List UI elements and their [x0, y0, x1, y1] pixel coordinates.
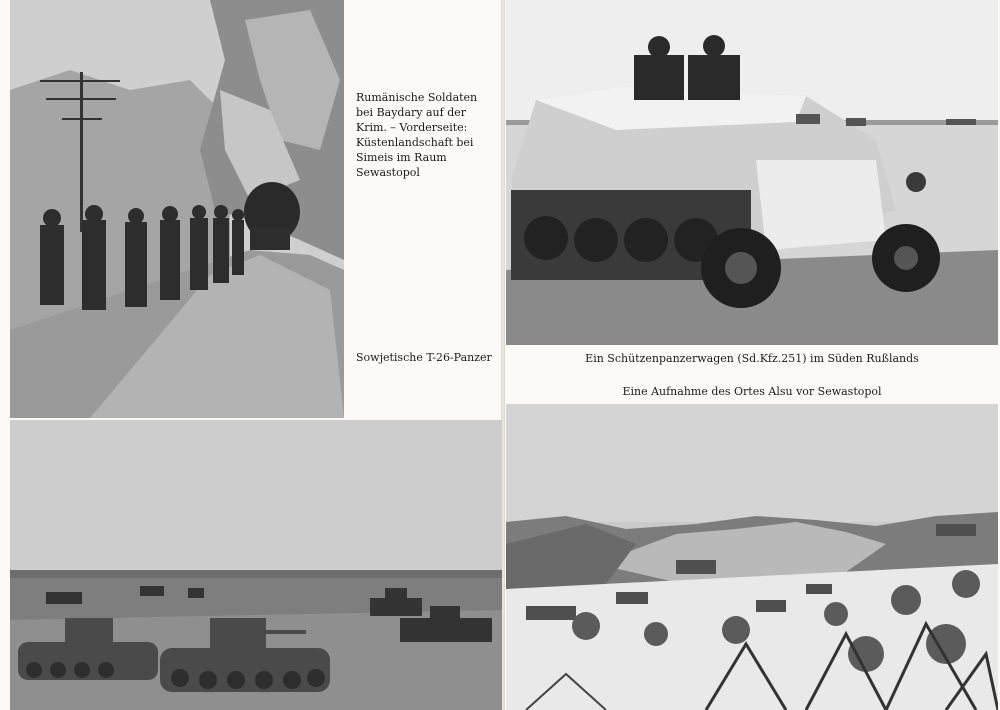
- caption-romanian-soldiers: Rumänische Soldaten bei Baydary auf der Krim. – Vorderseite: Küstenlandschaft bei Simeis im Raum Sewastopol: [356, 91, 478, 179]
- caption-halftrack: Ein Schützenpanzerwagen (Sd.Kfz.251) im Süden Rußlands: [585, 352, 919, 365]
- caption-t26-tanks: Sowjetische T-26-Panzer: [356, 351, 492, 364]
- caption-alsu-village: Eine Aufnahme des Ortes Alsu vor Sewastopol: [622, 385, 882, 398]
- photo-t26-tanks: [10, 420, 502, 710]
- photo-halftrack: [506, 0, 998, 345]
- photo-romanian-soldiers: [10, 0, 344, 418]
- photo-alsu-village: [506, 404, 998, 710]
